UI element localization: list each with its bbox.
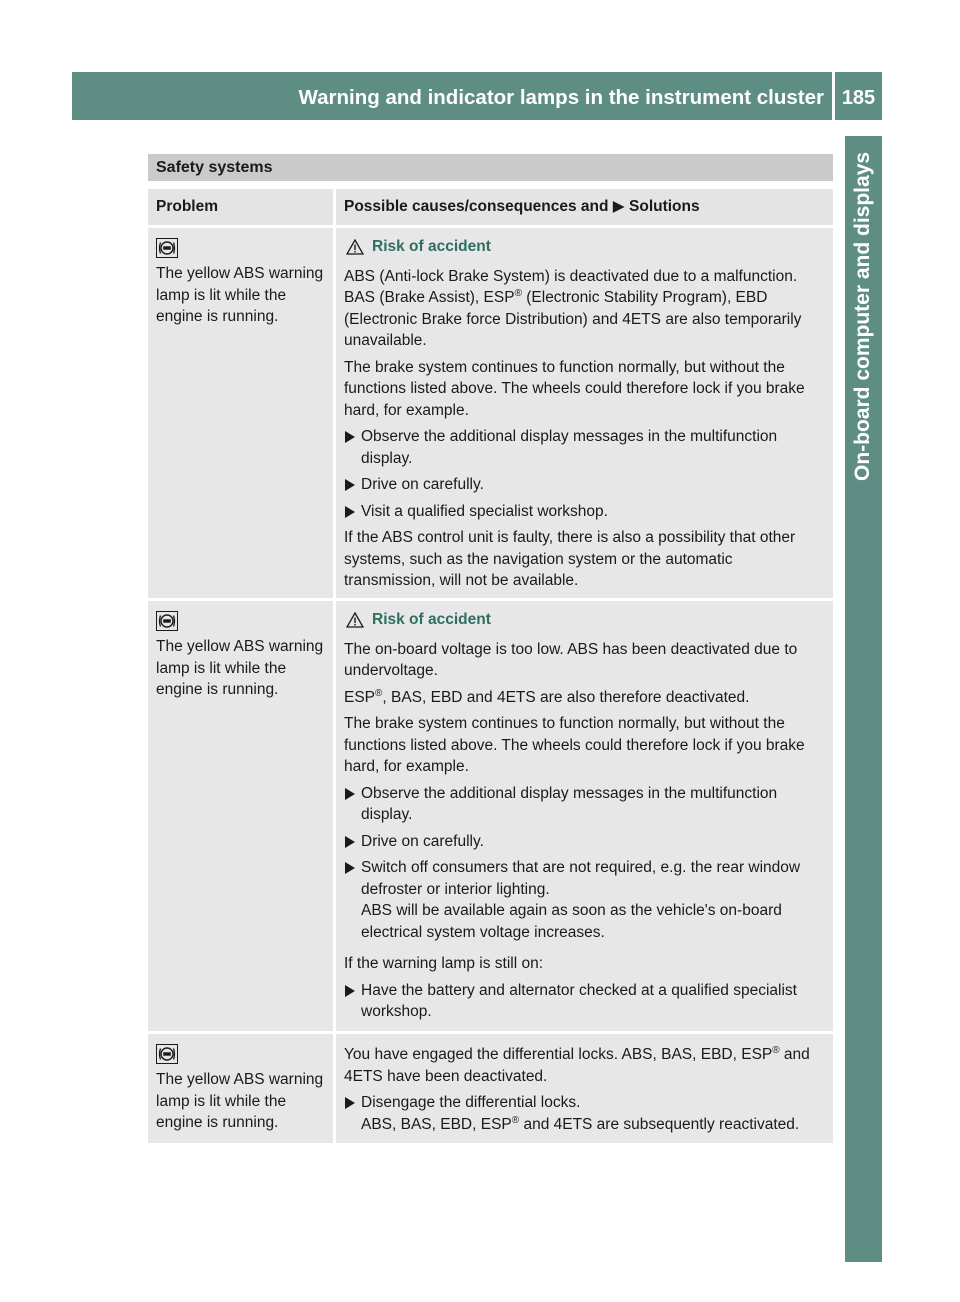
instruction-step: Disengage the differential locks. ABS, BAS, EBD, ESP® and 4ETS are subsequently reactivated. <box>344 1092 826 1135</box>
page-header <box>72 72 882 120</box>
instruction-step: Have the battery and alternator checked at a qualified specialist workshop. <box>344 980 826 1023</box>
step-arrow-icon <box>345 862 355 874</box>
paragraph: The brake system continues to function normally, but without the functions listed above. The wheels could therefore lock if you brake hard, for example. <box>344 715 805 775</box>
instruction-step: Drive on carefully. <box>344 474 826 496</box>
problem-text: The yellow ABS warning lamp is lit while the engine is running. <box>156 1071 324 1131</box>
section-title: Safety systems <box>148 154 833 181</box>
problem-text: The yellow ABS warning lamp is lit while the engine is running. <box>156 265 324 325</box>
step-arrow-icon <box>345 506 355 518</box>
step-arrow-icon <box>345 985 355 997</box>
warning-notice <box>344 236 826 258</box>
step-arrow-icon <box>345 836 355 848</box>
table-header <box>148 189 833 225</box>
column-header-problem: Problem <box>148 189 333 225</box>
solution-cell <box>336 1034 833 1143</box>
step-arrow-icon <box>345 788 355 800</box>
problem-text: The yellow ABS warning lamp is lit while the engine is running. <box>156 638 324 698</box>
warning-label: Risk of accident <box>372 238 491 255</box>
warning-triangle-icon <box>346 612 364 628</box>
paragraph: If the warning lamp is still on: <box>344 955 544 972</box>
table-row <box>148 601 833 1031</box>
instruction-step: Observe the additional display messages in the multifunction display. <box>344 426 826 469</box>
warning-label: Risk of accident <box>372 611 491 628</box>
safety-systems-table <box>148 189 833 1146</box>
instruction-step: Drive on carefully. <box>344 831 826 853</box>
step-arrow-icon <box>345 479 355 491</box>
warning-triangle-icon <box>346 239 364 255</box>
solution-cell <box>336 228 833 598</box>
instruction-step: Switch off consumers that are not required, e.g. the rear window defroster or interior lighting. ABS will be available again as soon as the vehicle's on-board electrical system voltage increases. <box>344 857 826 943</box>
paragraph: You have engaged the differential locks. ABS, BAS, EBD, ESP® and 4ETS have been deactivated. <box>344 1044 810 1085</box>
problem-cell <box>148 601 333 1031</box>
problem-cell <box>148 228 333 598</box>
solution-cell <box>336 601 833 1031</box>
instruction-step: Visit a qualified specialist workshop. <box>344 501 826 523</box>
table-row <box>148 1034 833 1143</box>
page-number: 185 <box>841 87 876 109</box>
warning-notice <box>344 609 826 631</box>
abs-warning-lamp-icon <box>156 1044 178 1064</box>
instruction-step: Observe the additional display messages in the multifunction display. <box>344 783 826 826</box>
abs-warning-lamp-icon <box>156 238 178 258</box>
side-tab-label: On-board computer and displays <box>851 152 874 482</box>
paragraph: The brake system continues to function normally, but without the functions listed above. The wheels could therefore lock if you brake hard, for example. <box>344 358 805 419</box>
table-row <box>148 228 833 598</box>
abs-warning-lamp-icon <box>156 611 178 631</box>
paragraph: The on-board voltage is too low. ABS has been deactivated due to undervoltage. <box>344 640 798 679</box>
column-header-solutions: Possible causes/consequences and ▶ Solutions <box>336 189 833 225</box>
step-arrow-icon <box>345 431 355 443</box>
problem-cell <box>148 1034 333 1143</box>
paragraph: If the ABS control unit is faulty, there is also a possibility that other systems, such as the navigation system or the automatic transmission, will not be available. <box>344 529 796 589</box>
step-arrow-icon <box>345 1097 355 1109</box>
paragraph: ABS (Anti-lock Brake System) is deactivated due to a malfunction. BAS (Brake Assist), ESP® (Electronic Stability Program), EBD (Electronic Brake force Distribution) and 4ETS are also temporarily unavailable. <box>344 267 802 349</box>
chapter-title: Warning and indicator lamps in the instrument cluster <box>298 86 824 109</box>
paragraph: ESP®, BAS, EBD and 4ETS are also therefore deactivated. <box>344 687 750 706</box>
